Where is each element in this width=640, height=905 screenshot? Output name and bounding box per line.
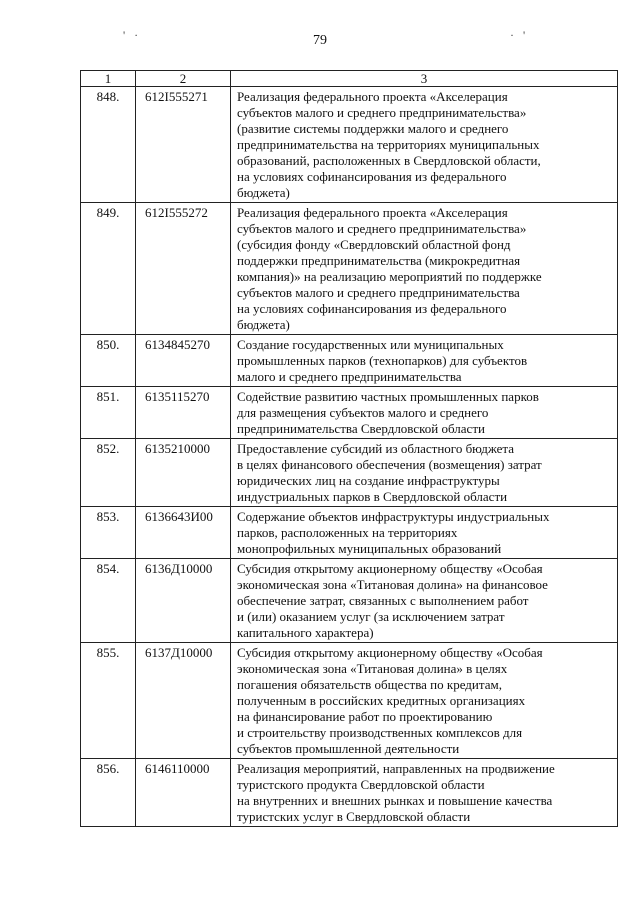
- description-line: промышленных парков (технопарков) для субъектов: [237, 353, 528, 368]
- scan-mark-right: · ': [510, 28, 529, 42]
- target-article-code: 6146110000: [136, 759, 231, 827]
- table-row: [81, 387, 618, 439]
- description-line: предпринимательства на территориях муниципальных: [237, 137, 540, 152]
- description-line: компания)» на реализацию мероприятий по поддержке: [237, 269, 542, 284]
- description-line: полученным в российских кредитных организациях: [237, 693, 526, 708]
- column-header-1: 1: [81, 71, 136, 87]
- column-header-2: 2: [136, 71, 231, 87]
- description-line: субъектов промышленной деятельности: [237, 741, 460, 756]
- row-number: 855.: [81, 643, 136, 759]
- table-header-row: [81, 71, 618, 87]
- article-description: [231, 507, 618, 559]
- row-number: 850.: [81, 335, 136, 387]
- description-line: и (или) оказанием услуг (за исключением затрат: [237, 609, 505, 624]
- article-description: [231, 203, 618, 335]
- description-line: на условиях софинансирования из федерального: [237, 301, 507, 316]
- table-row: [81, 335, 618, 387]
- description-line: образований, расположенных в Свердловской области,: [237, 153, 541, 168]
- article-description: [231, 87, 618, 203]
- description-line: парков, расположенных на территориях: [237, 525, 458, 540]
- description-line: Реализация федерального проекта «Акселерация: [237, 205, 508, 220]
- description-line: туристских услуг в Свердловской области: [237, 809, 471, 824]
- table-row: [81, 439, 618, 507]
- description-line: на финансирование работ по проектированию: [237, 709, 493, 724]
- column-header-3: 3: [231, 71, 618, 87]
- description-line: поддержки предпринимательства (микрокредитная: [237, 253, 521, 268]
- description-line: для размещения субъектов малого и среднего: [237, 405, 489, 420]
- description-line: на внутренних и внешних рынках и повышение качества: [237, 793, 553, 808]
- table-row: [81, 759, 618, 827]
- description-line: Содействие развитию частных промышленных парков: [237, 389, 539, 404]
- description-line: туристского продукта Свердловской области: [237, 777, 485, 792]
- description-line: и строительству производственных комплексов для: [237, 725, 523, 740]
- article-description: [231, 643, 618, 759]
- table-row: [81, 559, 618, 643]
- scan-mark-left: ' ·: [123, 28, 142, 42]
- target-article-code: 6135115270: [136, 387, 231, 439]
- row-number: 853.: [81, 507, 136, 559]
- article-description: [231, 759, 618, 827]
- description-line: Содержание объектов инфраструктуры индустриальных: [237, 509, 550, 524]
- description-line: Субсидия открытому акционерному обществу «Особая: [237, 561, 543, 576]
- description-line: Создание государственных или муниципальных: [237, 337, 504, 352]
- target-article-code: 612I555271: [136, 87, 231, 203]
- budget-classification-table: [80, 70, 618, 827]
- description-line: экономическая зона «Титановая долина» в целях: [237, 661, 508, 676]
- table-row: [81, 507, 618, 559]
- description-line: Реализация федерального проекта «Акселерация: [237, 89, 508, 104]
- description-line: капитального характера): [237, 625, 374, 640]
- row-number: 856.: [81, 759, 136, 827]
- description-line: субъектов малого и среднего предпринимательства»: [237, 221, 527, 236]
- description-line: субъектов малого и среднего предпринимательства»: [237, 105, 527, 120]
- target-article-code: 6134845270: [136, 335, 231, 387]
- target-article-code: 6136Д10000: [136, 559, 231, 643]
- page-number: 79: [313, 33, 327, 48]
- description-line: Реализация мероприятий, направленных на продвижение: [237, 761, 555, 776]
- article-description: [231, 335, 618, 387]
- row-number: 852.: [81, 439, 136, 507]
- target-article-code: 6137Д10000: [136, 643, 231, 759]
- row-number: 851.: [81, 387, 136, 439]
- description-line: обеспечение затрат, связанных с выполнением работ: [237, 593, 529, 608]
- description-line: Субсидия открытому акционерному обществу «Особая: [237, 645, 543, 660]
- description-line: (субсидия фонду «Свердловский областной фонд: [237, 237, 511, 252]
- description-line: бюджета): [237, 317, 290, 332]
- description-line: малого и среднего предпринимательства: [237, 369, 462, 384]
- row-number: 848.: [81, 87, 136, 203]
- description-line: субъектов малого и среднего предпринимательства: [237, 285, 520, 300]
- description-line: экономическая зона «Титановая долина» на финансовое: [237, 577, 548, 592]
- description-line: Предоставление субсидий из областного бюджета: [237, 441, 515, 456]
- description-line: на условиях софинансирования из федерального: [237, 169, 507, 184]
- table-row: [81, 643, 618, 759]
- target-article-code: 612I555272: [136, 203, 231, 335]
- row-number: 854.: [81, 559, 136, 643]
- table-row: [81, 87, 618, 203]
- description-line: бюджета): [237, 185, 290, 200]
- target-article-code: 6136643И00: [136, 507, 231, 559]
- description-line: монопрофильных муниципальных образований: [237, 541, 502, 556]
- description-line: в целях финансового обеспечения (возмещения) затрат: [237, 457, 542, 472]
- description-line: погашения обязательств общества по кредитам,: [237, 677, 502, 692]
- description-line: юридических лиц на создание инфраструктуры: [237, 473, 500, 488]
- description-line: (развитие системы поддержки малого и среднего: [237, 121, 509, 136]
- description-line: предпринимательства Свердловской области: [237, 421, 485, 436]
- article-description: [231, 387, 618, 439]
- target-article-code: 6135210000: [136, 439, 231, 507]
- article-description: [231, 439, 618, 507]
- description-line: индустриальных парков в Свердловской области: [237, 489, 508, 504]
- table-row: [81, 203, 618, 335]
- article-description: [231, 559, 618, 643]
- row-number: 849.: [81, 203, 136, 335]
